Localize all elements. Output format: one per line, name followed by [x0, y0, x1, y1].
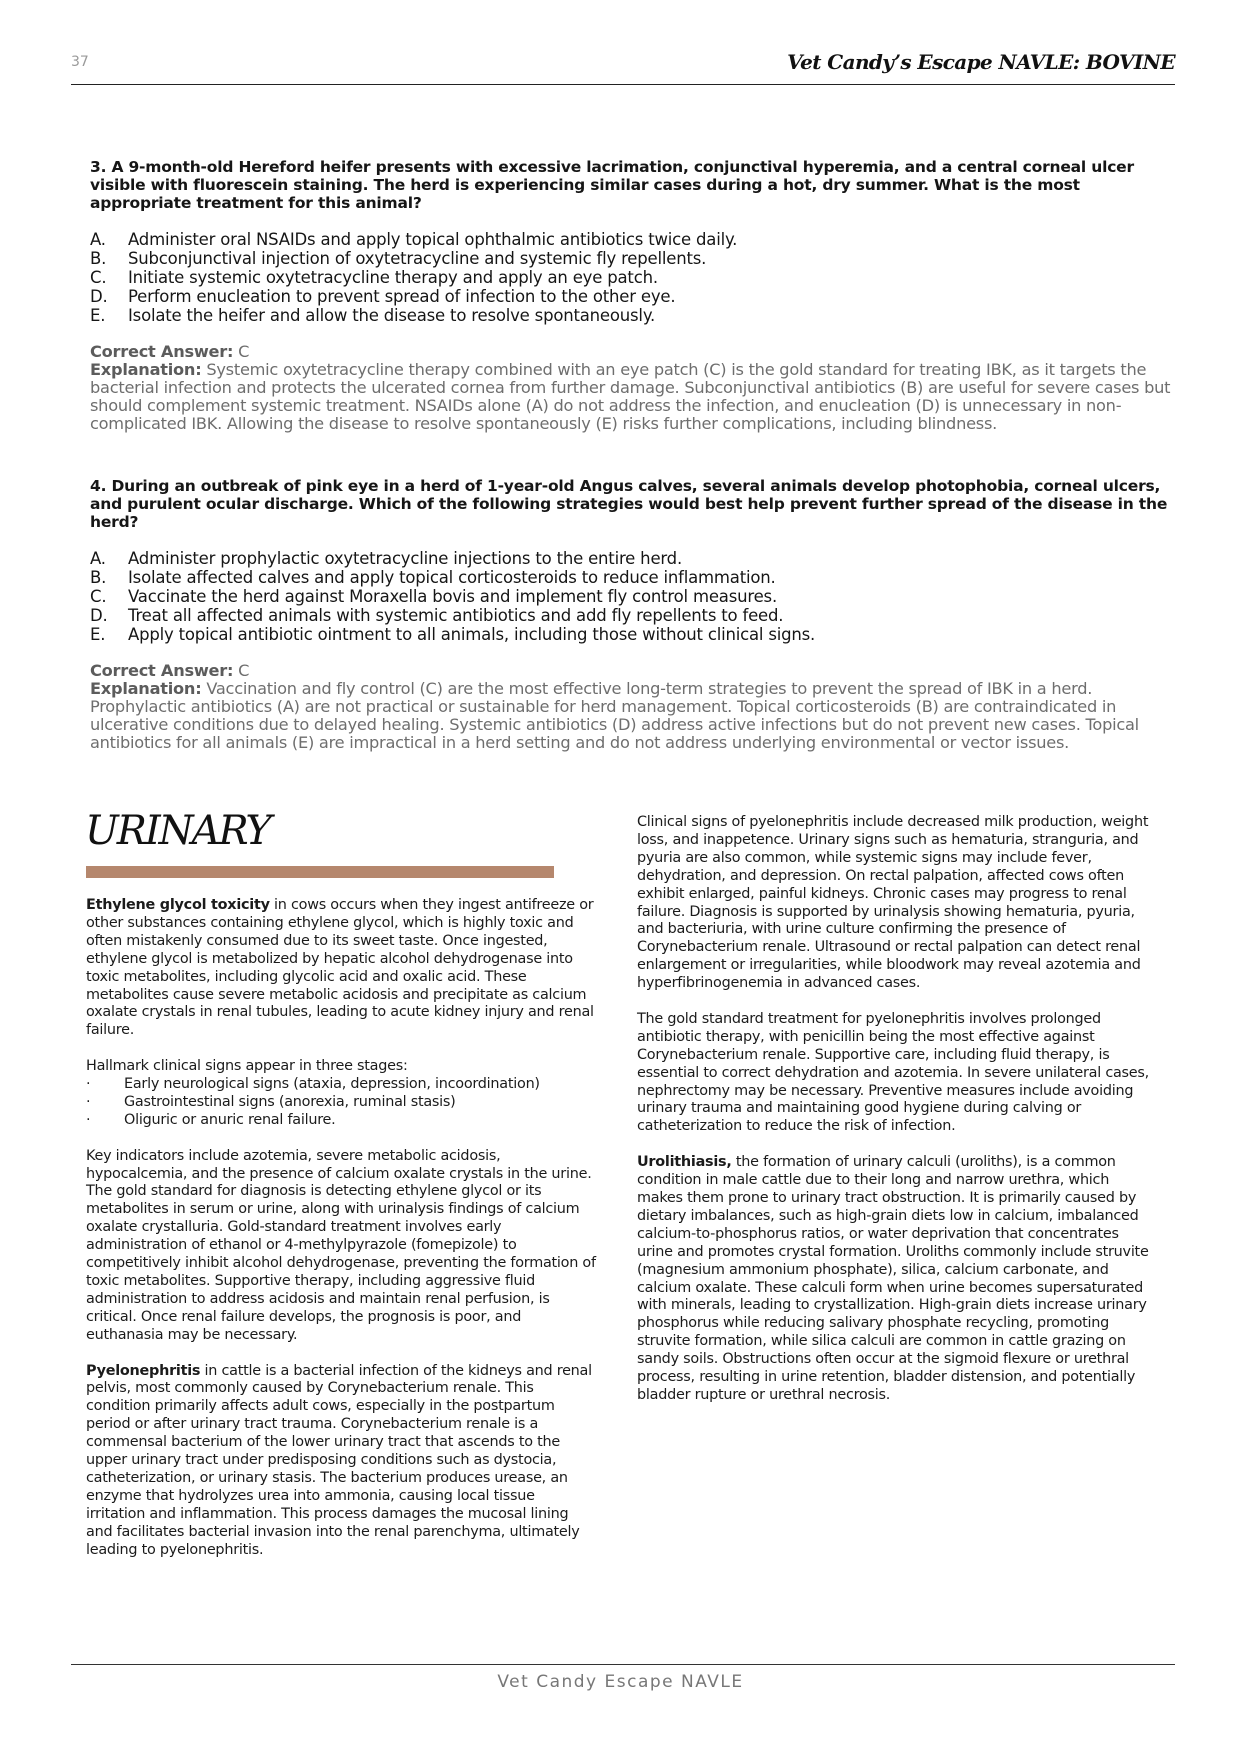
option-a: A. Administer prophylactic oxytetracycline injections to the entire herd.	[90, 549, 683, 568]
footer-rule	[71, 1664, 1175, 1665]
left-column	[86, 897, 596, 1577]
bullet-icon: ·	[86, 1093, 91, 1110]
stages-intro: Hallmark clinical signs appear in three stages:	[86, 1058, 408, 1075]
section-divider-bar	[86, 866, 554, 878]
section-title: URINARY	[85, 808, 270, 854]
explanation: Explanation: Systemic oxytetracycline therapy combined with an eye patch (C) is the gold standard for treating IBK, as it targets the bacterial infection and protects the ulcerated cornea from further damage. Subconjunctival antibiotics (B) are useful for severe cases but should complement systemic treatment. NSAIDs alone (A) do not address the infection, and enucleation (D) is unnecessary in non-complicated IBK. Allowing the disease to resolve spontaneously (E) risks further complications, including blindness.	[90, 360, 1171, 433]
page-header	[71, 48, 1175, 85]
option-a: A. Administer oral NSAIDs and apply topical ophthalmic antibiotics twice daily.	[90, 230, 738, 249]
option-c: C. Vaccinate the herd against Moraxella bovis and implement fly control measures.	[90, 587, 777, 606]
right-column	[637, 814, 1157, 1423]
option-d: D. Perform enucleation to prevent spread of infection to the other eye.	[90, 287, 676, 306]
answer-options	[90, 230, 1175, 325]
answer-options	[90, 549, 1175, 644]
option-e: E. Isolate the heifer and allow the disease to resolve spontaneously.	[90, 306, 656, 325]
correct-answer: Correct Answer: C	[90, 342, 250, 361]
bullet-icon: ·	[86, 1076, 91, 1093]
question-3	[90, 158, 1175, 433]
pyelonephritis-paragraph: Pyelonephritis in cattle is a bacterial infection of the kidneys and renal pelvis, most commonly caused by Corynebacterium renale. This condition primarily affects adult cows, especially in the postpartum period or after urinary tract trauma. Corynebacterium renale is a commensal bacterium of the lower urinary tract that ascends to the upper urinary tract under predisposing conditions such as dystocia, catheterization, or urinary stasis. The bacterium produces urease, an enzyme that hydrolyzes urea into ammonia, causing local tissue irritation and inflammation. This process damages the mucosal lining and facilitates bacterial invasion into the renal parenchyma, ultimately leading to pyelonephritis.	[86, 1362, 592, 1558]
ethylene-glycol-paragraph: Ethylene glycol toxicity in cows occurs when they ingest antifreeze or other substances containing ethylene glycol, which is highly toxic and often mistakenly consumed due to its sweet taste. Once ingested, ethylene glycol is metabolized by hepatic alcohol dehydrogenase into toxic metabolites, including glycolic acid and oxalic acid. These metabolites cause severe metabolic acidosis and precipitate as calcium oxalate crystals in renal tubules, leading to acute kidney injury and renal failure.	[86, 897, 594, 1039]
stages-list	[86, 1076, 596, 1130]
correct-answer: Correct Answer: C	[90, 661, 250, 680]
question-stem: 3. A 9-month-old Hereford heifer presents with excessive lacrimation, conjunctival hyperemia, and a central corneal ulcer visible with fluorescein staining. The herd is experiencing similar cases during a hot, dry summer. What is the most appropriate treatment for this animal?	[90, 158, 1134, 212]
option-e: E. Apply topical antibiotic ointment to all animals, including those without clinical signs.	[90, 625, 816, 644]
question-4	[90, 477, 1175, 752]
term-ethylene-glycol: Ethylene glycol toxicity	[86, 897, 270, 913]
option-b: B. Isolate affected calves and apply topical corticosteroids to reduce inflammation.	[90, 568, 776, 587]
key-indicators-paragraph: Key indicators include azotemia, severe metabolic acidosis, hypocalcemia, and the presence of calcium oxalate crystals in the urine. The gold standard for diagnosis is detecting ethylene glycol or its metabolites in serum or urine, along with urinalysis findings of calcium oxalate crystalluria. Gold-standard treatment involves early administration of ethanol or 4-methylpyrazole (fomepizole) to competitively inhibit alcohol dehydrogenase, preventing the formation of toxic metabolites. Supportive therapy, including aggressive fluid administration to address acidosis and maintain renal perfusion, is critical. Once renal failure develops, the prognosis is poor, and euthanasia may be necessary.	[86, 1147, 596, 1343]
footer-text: Vet Candy Escape NAVLE	[497, 1672, 744, 1692]
list-item: · Oliguric or anuric renal failure.	[86, 1111, 336, 1128]
page-number: 37	[71, 54, 89, 70]
term-pyelonephritis: Pyelonephritis	[86, 1362, 201, 1379]
option-c: C. Initiate systemic oxytetracycline therapy and apply an eye patch.	[90, 268, 658, 287]
option-d: D. Treat all affected animals with systemic antibiotics and add fly repellents to feed.	[90, 606, 784, 625]
question-stem: 4. During an outbreak of pink eye in a herd of 1-year-old Angus calves, several animals develop photophobia, corneal ulcers, and purulent ocular discharge. Which of the following strategies would best help prevent further spread of the disease in the herd?	[90, 477, 1168, 531]
term-urolithiasis: Urolithiasis,	[637, 1154, 732, 1171]
urolithiasis-paragraph: Urolithiasis, the formation of urinary calculi (uroliths), is a common condition in male cattle due to their long and narrow urethra, which makes them prone to urinary tract obstruction. It is primarily caused by dietary imbalances, such as high-grain diets low in calcium, imbalanced calcium-to-phosphorus ratios, or water deprivation that concentrates urine and promotes crystal formation. Uroliths commonly include struvite (magnesium ammonium phosphate), silica, calcium carbonate, and calcium oxalate. These calculi form when urine becomes supersaturated with minerals, leading to crystallization. High-grain diets increase urinary phosphorus while reducing salivary phosphate recycling, promoting struvite formation, while silica calculi are common in cattle grazing on sandy soils. Obstructions often occur at the sigmoid flexure or urethral process, resulting in urine retention, bladder distension, and potentially bladder rupture or urethral necrosis.	[637, 1154, 1149, 1403]
running-title: Vet Candy’s Escape NAVLE: BOVINE	[787, 50, 1175, 74]
bullet-icon: ·	[86, 1111, 91, 1128]
option-b: B. Subconjunctival injection of oxytetracycline and systemic fly repellents.	[90, 249, 707, 268]
list-item: · Gastrointestinal signs (anorexia, ruminal stasis)	[86, 1093, 456, 1110]
explanation: Explanation: Vaccination and fly control (C) are the most effective long-term strategies to prevent the spread of IBK in a herd. Prophylactic antibiotics (A) are not practical or sustainable for herd management. Topical corticosteroids (B) are contraindicated in ulcerative conditions due to delayed healing. Systemic antibiotics (D) address active infections but do not prevent new cases. Topical antibiotics for all animals (E) are impractical in a herd setting and do not address underlying environmental or vector issues.	[90, 679, 1139, 752]
list-item: · Early neurological signs (ataxia, depression, incoordination)	[86, 1076, 540, 1093]
clinical-signs-paragraph: Clinical signs of pyelonephritis include decreased milk production, weight loss, and inappetence. Urinary signs such as hematuria, stranguria, and pyuria are also common, while systemic signs may include fever, dehydration, and depression. On rectal palpation, affected cows often exhibit enlarged, painful kidneys. Chronic cases may progress to renal failure. Diagnosis is supported by urinalysis showing hematuria, pyuria, and bacteriuria, with urine culture confirming the presence of Corynebacterium renale. Ultrasound or rectal palpation can detect renal enlargement or irregularities, while bloodwork may reveal azotemia and hyperfibrinogenemia in advanced cases.	[637, 814, 1149, 992]
treatment-paragraph: The gold standard treatment for pyelonephritis involves prolonged antibiotic therapy, with penicillin being the most effective against Corynebacterium renale. Supportive care, including fluid therapy, is essential to correct dehydration and azotemia. In severe unilateral cases, nephrectomy may be necessary. Preventive measures include avoiding urinary trauma and maintaining good hygiene during calving or catheterization to reduce the risk of infection.	[637, 1010, 1149, 1135]
